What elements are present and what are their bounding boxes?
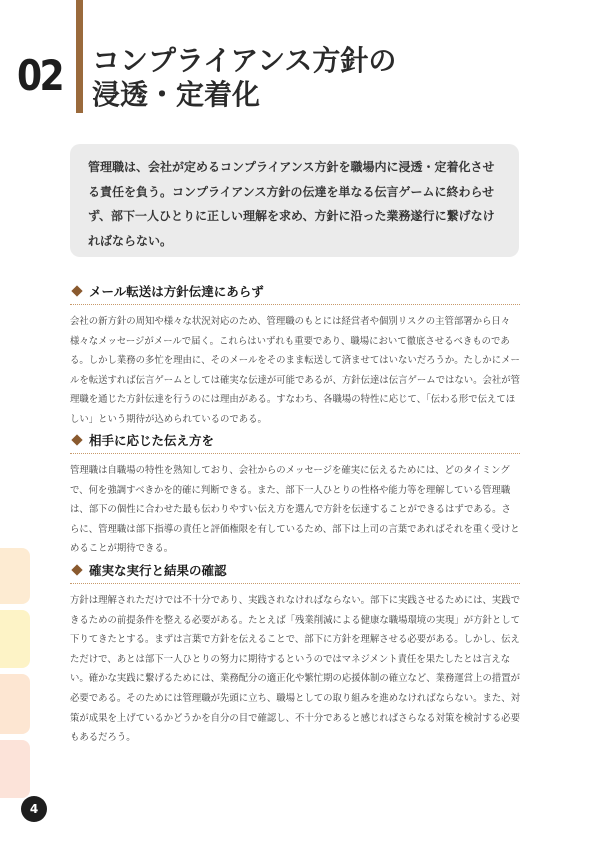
chapter-title — [92, 44, 396, 112]
section-body: 管理職は自職場の特性を熟知しており、会社からのメッセージを確実に伝えるためには、どのタイミングで、何を強調すべきかを的確に判断できる。また、部下一人ひとりの性格や能力等を理解している管理職は、部下の個性に合わせた最も伝わりやすい伝え方を選んで方針を伝達することができるはずである。さらに、管理職は部下指導の責任と評価権限を有しているため、部下は上司の言葉であればそれを重く受けとめることが期待できる。 — [70, 465, 520, 555]
chapter-number: 02 — [17, 51, 63, 100]
side-tab-2 — [0, 610, 30, 668]
section-heading — [70, 560, 520, 584]
diamond-bullet-icon — [71, 285, 82, 296]
diamond-bullet-icon — [71, 434, 82, 445]
section-title: 確実な実行と結果の確認 — [89, 563, 227, 578]
section-body: 方針は理解されただけでは不十分であり、実践されなければならない。部下に実践させるためには、実践できるための前提条件を整える必要がある。たとえば「残業削減による健康な職場環境の実現」が方針として下りてきたとする。まずは言葉で方針を伝えることで、部下に方針を理解させる必要がある。しかし、伝えただけで、あとは部下一人ひとりの努力に期待するというのではマネジメント責任を果たしたとは言えない。確かな実践に繋げるためには、業務配分の適正化や繁忙期の応援体制の確立など、業務運営上の措置が必要である。そのためには管理職が先頭に立ち、職場としての取り組みを進めなければならない。また、対策が成果を上げているかどうかを自分の目で確認し、不十分であると感じればさらなる対策を検討する必要もあるだろう。 — [70, 595, 521, 744]
side-tab-3 — [0, 674, 30, 734]
section-title: メール転送は方針伝達にあらず — [89, 284, 264, 299]
page-number: 4 — [21, 796, 47, 822]
section-title: 相手に応じた伝え方を — [89, 433, 215, 448]
section-body: 会社の新方針の周知や様々な状況対応のため、管理職のもとには経営者や個別リスクの主管部署から日々様々なメッセージがメールで届く。これらはいずれも重要であり、職場において徹底させるべきものである。しかし業務の多忙を理由に、そのメールをそのまま転送して済ませてはいないだろうか。たしかにメールを転送すれば伝言ゲームとしては確実な伝達が可能であるが、方針伝達は伝言ゲームではない。会社が管理職を通じた方針伝達を行うのには理由がある。すなわち、各職場の特性に応じて、「伝わる形で伝えてほしい」という期待が込められているのである。 — [70, 316, 521, 425]
diamond-bullet-icon — [71, 564, 82, 575]
side-tab-4 — [0, 740, 30, 798]
section-heading — [70, 281, 520, 305]
section-tailored-communication — [70, 430, 520, 559]
chapter-title-line2: 浸透・定着化 — [92, 78, 261, 111]
side-tab-1 — [0, 548, 30, 604]
chapter-accent-bar — [76, 0, 83, 113]
chapter-title-line1: コンプライアンス方針の — [92, 44, 397, 77]
section-heading — [70, 430, 520, 454]
section-mail-forwarding — [70, 281, 520, 430]
summary-box: 管理職は、会社が定めるコンプライアンス方針を職場内に浸透・定着化させる責任を負う。コンプライアンス方針の伝達を単なる伝言ゲームに終わらせず、部下一人ひとりに正しい理解を求め、方針に沿った業務遂行に繋げなければならない。 — [70, 144, 519, 257]
section-execution-and-review — [70, 560, 520, 748]
